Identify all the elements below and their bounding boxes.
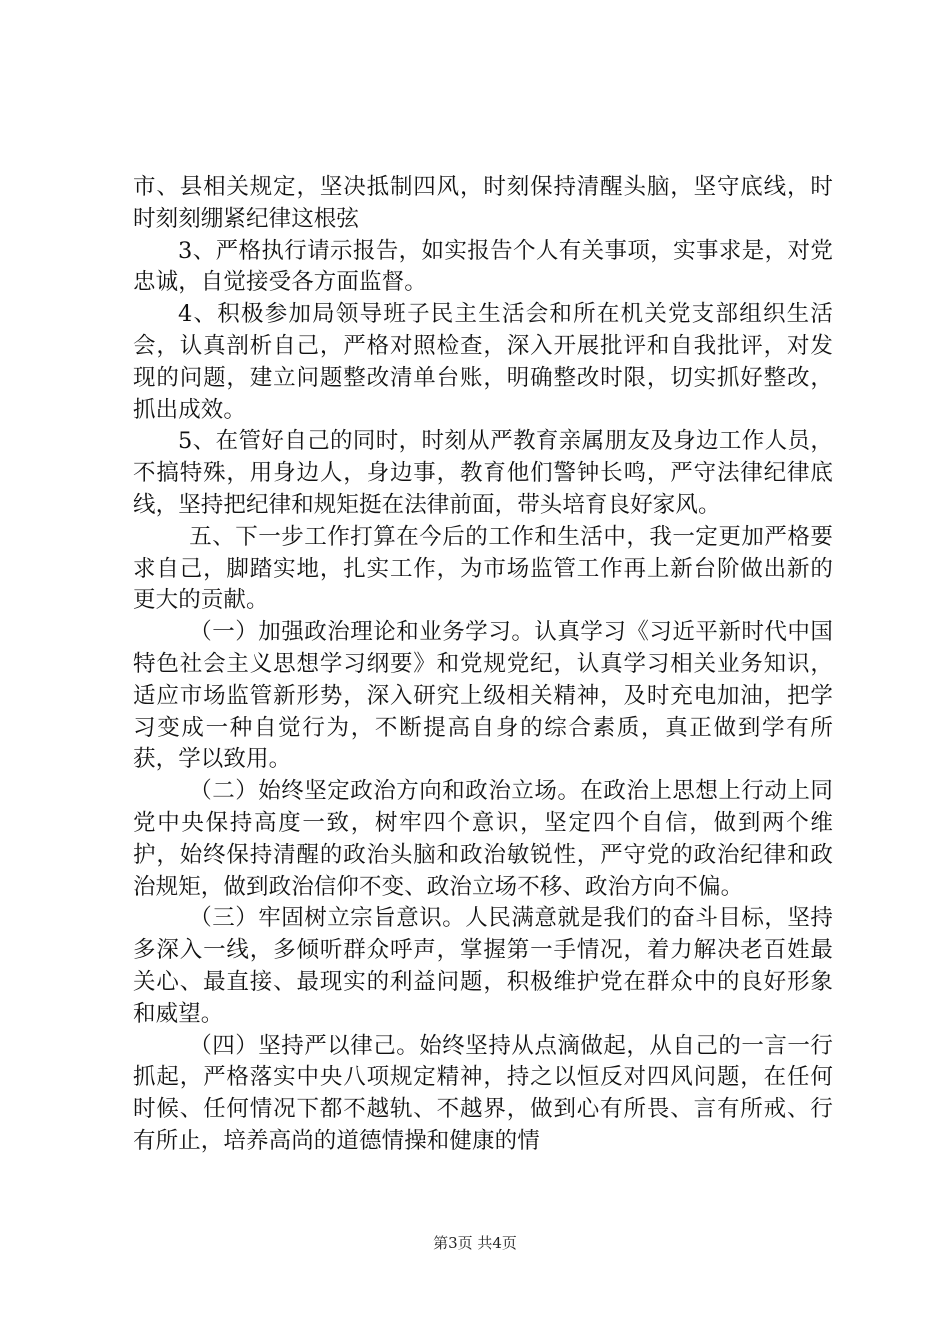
paragraph-continuation: 市、县相关规定，坚决抵制四风，时刻保持清醒头脑，坚守底线，时时刻刻绷紧纪律这根弦: [133, 174, 833, 232]
document-body: [133, 172, 833, 1158]
paragraph-subsection-4: （四）坚持严以律己。始终坚持从点滴做起，从自己的一言一行抓起，严格落实中央八项规定精神，持之以恒反对四风问题，在任何时候、任何情况下都不越轨、不越界，做到心有所畏、言有所戒、行有所止，培养高尚的道德情操和健康的情: [133, 1032, 833, 1154]
paragraph-subsection-1: （一）加强政治理论和业务学习。认真学习《习近平新时代中国特色社会主义思想学习纲要》和党规党纪，认真学习相关业务知识，适应市场监管新形势，深入研究上级相关精神，及时充电加油，把学习变成一种自觉行为，不断提高自身的综合素质，真正做到学有所获，学以致用。: [133, 619, 833, 773]
paragraph-subsection-3: （三）牢固树立宗旨意识。人民满意就是我们的奋斗目标，坚持多深入一线，多倾听群众呼声，掌握第一手情况，着力解决老百姓最关心、最直接、最现实的利益问题，积极维护党在群众中的良好形象和威望。: [133, 905, 833, 1027]
page-number-footer: 第3页 共4页: [433, 1234, 517, 1252]
paragraph-subsection-2: （二）始终坚定政治方向和政治立场。在政治上思想上行动上同党中央保持高度一致，树牢四个意识，坚定四个自信，做到两个维护，始终保持清醒的政治头脑和政治敏锐性，严守党的政治纪律和政治规矩，做到政治信仰不变、政治立场不移、政治方向不偏。: [133, 778, 833, 900]
paragraph-item-3: 3、严格执行请示报告，如实报告个人有关事项，实事求是，对党忠诚，自觉接受各方面监督。: [133, 237, 833, 296]
paragraph-item-4: 4、积极参加局领导班子民主生活会和所在机关党支部组织生活会，认真剖析自己，严格对照检查，深入开展批评和自我批评，对发现的问题，建立问题整改清单台账，明确整改时限，切实抓好整改，抓出成效。: [133, 301, 833, 423]
paragraph-item-5: 5、在管好自己的同时，时刻从严教育亲属朋友及身边工作人员，不搞特殊，用身边人，身边事，教育他们警钟长鸣，严守法律纪律底线，坚持把纪律和规矩挺在法律前面，带头培育良好家风。: [133, 428, 833, 518]
section-heading-next-steps: 五、下一步工作打算在今后的工作和生活中，我一定更加严格要求自己，脚踏实地，扎实工作，为市场监管工作再上新台阶做出新的更大的贡献。: [133, 523, 833, 614]
